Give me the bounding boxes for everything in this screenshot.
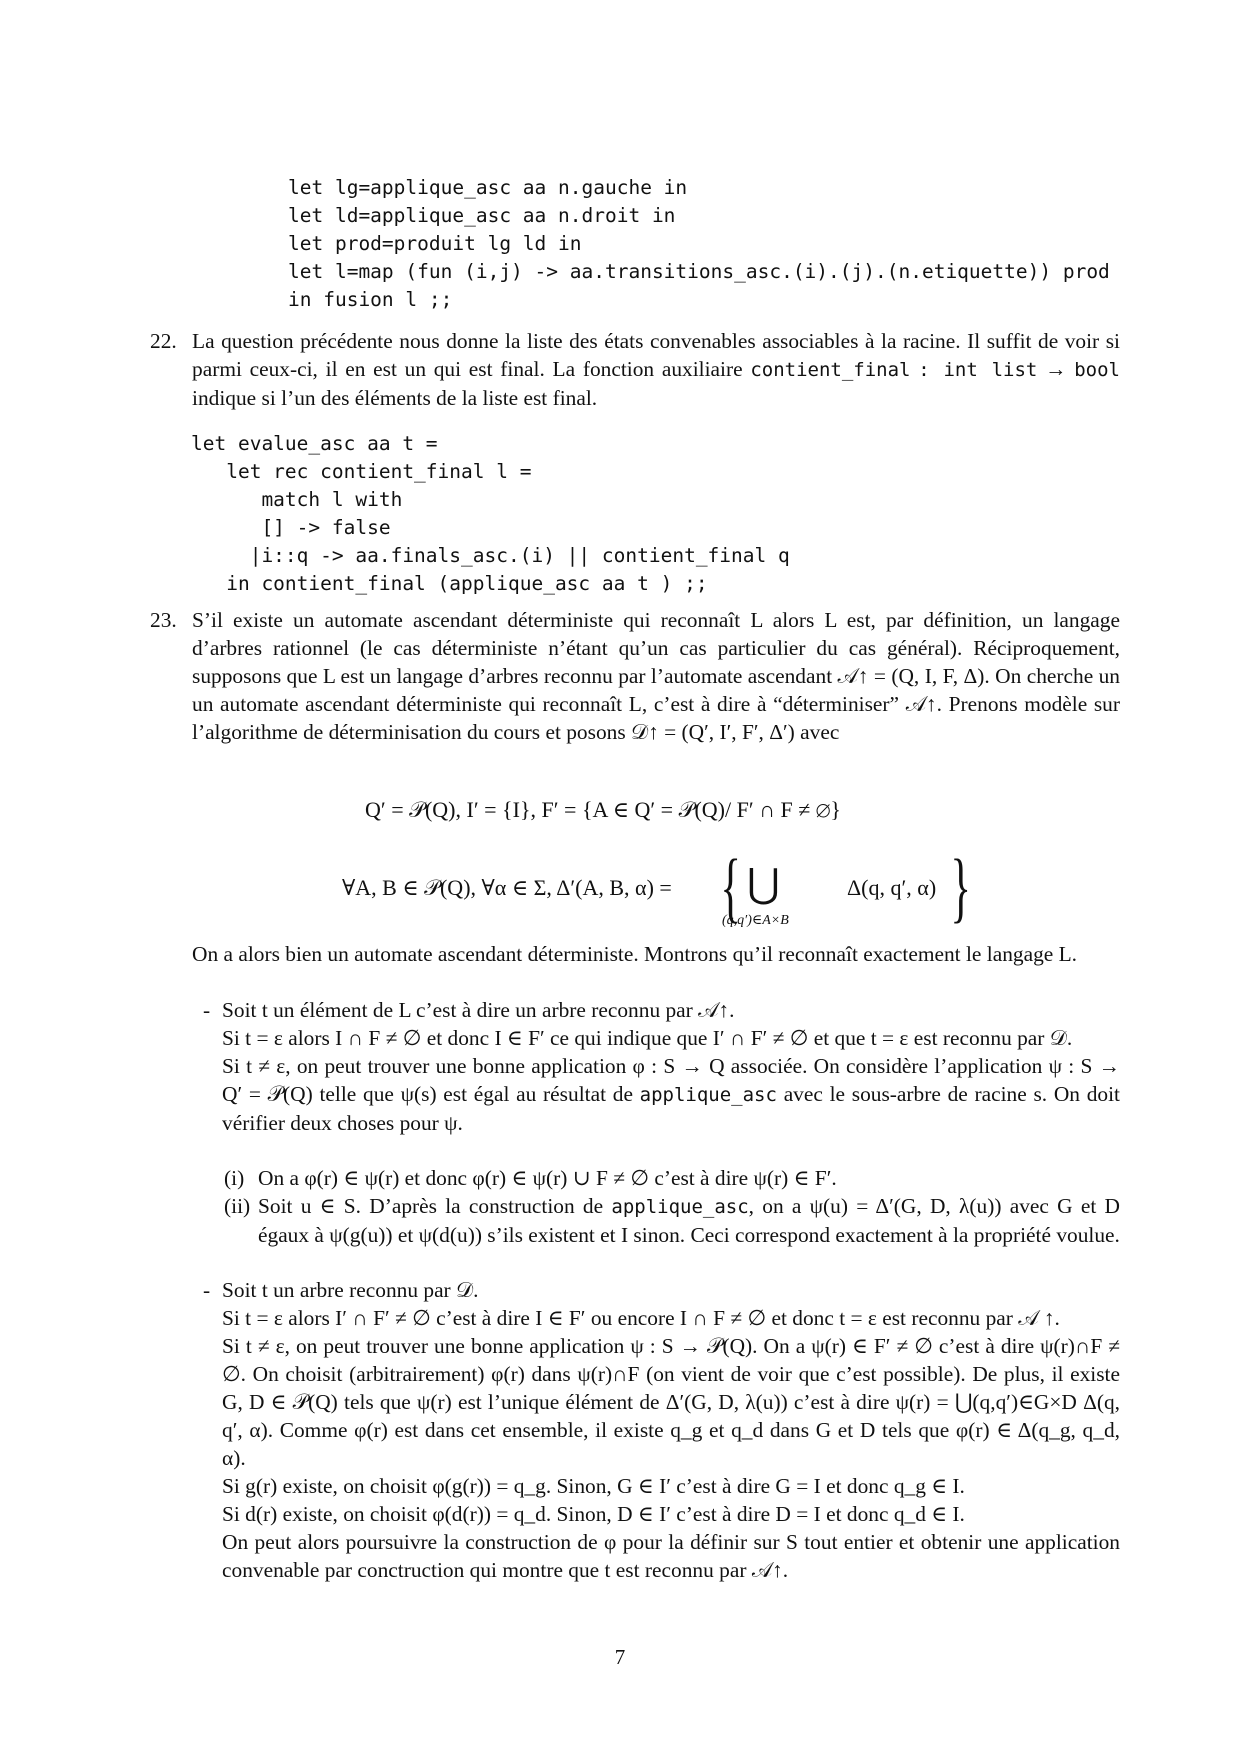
bullet-1-line-2: Si t = ε alors I ∩ F ≠ ∅ et donc I ∈ F′ ce qui indique que I′ ∩ F′ ≠ ∅ et que t = ε est reconnu par 𝒟.	[222, 1026, 1073, 1050]
sub-item-text: Soit u ∈ S. D’après la construction de	[258, 1194, 604, 1218]
bullet-2-line-2: Si t = ε alors I′ ∩ F′ ≠ ∅ c’est à dire I ∈ F′ ou encore I ∩ F ≠ ∅ et donc t = ε est reconnu par 𝒜 ↑.	[222, 1306, 1060, 1330]
inline-code: contient_final	[750, 359, 911, 381]
code-block-evalue-asc	[191, 430, 790, 598]
code-line: let prod=produit lg ld in	[288, 232, 582, 255]
question-23-paragraph-2: On a alors bien un automate ascendant déterministe. Montrons qu’il reconnaît exactement le langage L.	[192, 942, 1078, 966]
equation-transition-left: ∀A, B ∈ 𝒫(Q), ∀α ∈ Σ, Δ′(A, B, α) =	[342, 875, 672, 900]
code-line: in contient_final (applique_asc aa t ) ;;	[191, 572, 708, 595]
code-line: let ld=applique_asc aa n.droit in	[288, 204, 676, 227]
bullet-2-line-6: On peut alors poursuivre la construction de φ pour la définir sur S tout entier et obtenir une application convenable par conctruction qui montre que t est reconnu par 𝒜↑.	[222, 1530, 1120, 1582]
inline-code: : int list	[918, 359, 1038, 381]
sub-item-text: , on a ψ(u) = Δ′(G, D, λ(u)) avec G et D égaux à ψ(g(u)) et ψ(d(u)) s’ils existent et I sinon. Ceci correspond exactement à la propriété voulue.	[258, 1194, 1120, 1247]
question-text: La question précédente nous donne la liste des états convenables associables à la racine. Il suffit de voir si parmi ceux-ci, il en est un qui est final. La fonction auxiliaire	[192, 329, 1120, 381]
arrow-symbol: →	[1045, 357, 1067, 381]
union-symbol: ⋃	[747, 861, 780, 906]
code-line: let lg=applique_asc aa n.gauche in	[288, 176, 688, 199]
bullet-2-line-1: Soit t un arbre reconnu par 𝒟.	[222, 1278, 479, 1302]
question-23-paragraph-1: S’il existe un automate ascendant déterministe qui reconnaît L alors L est, par définition, un langage d’arbres rationnel (le cas déterministe n’étant qu’un cas particulier du cas général). Réciproquement, supposons que L est un langage d’arbres reconnu par l’automate ascendant 𝒜↑ = (Q, I, F, Δ). On cherche un un automate ascendant déterministe qui reconnaît L, c’est à dire à “déterminiser” 𝒜↑. Prenons modèle sur l’algorithme de déterminisation du cours et posons 𝒟↑ = (Q′, I′, F′, Δ′) avec	[192, 608, 1120, 744]
code-line: [] -> false	[191, 516, 391, 539]
sub-item-ii-mark: (ii)	[224, 1194, 251, 1218]
bullet-text: Si t ≠ ε, on peut trouver une bonne application φ : S → Q associée. On considère l’application ψ : S → Q′ = 𝒫(Q) telle que ψ(s) est égal au résultat de	[222, 1054, 1120, 1106]
question-number: 23.	[150, 608, 177, 632]
sub-item-ii	[258, 1192, 1120, 1249]
bullet-text: avec le sous-arbre de racine s. On doit vérifier deux choses pour ψ.	[222, 1082, 1120, 1135]
sub-item-i-mark: (i)	[224, 1166, 245, 1190]
bullet-2-line-3: Si t ≠ ε, on peut trouver une bonne application ψ : S → 𝒫(Q). On a ψ(r) ∈ F′ ≠ ∅ c’est à dire ψ(r)∩F ≠ ∅. On choisit (arbitrairement) φ(r) dans ψ(r)∩F (on vient de voir que c’est possible). De plus, il existe G, D ∈ 𝒫(Q) tels que ψ(r) est l’unique élément de Δ′(G, D, λ(u)) c’est à dire ψ(r) = ⋃(q,q′)∈G×D Δ(q, q′, α). Comme φ(r) est dans cet ensemble, il existe q_g et q_d dans G et D tels que φ(r) ∈ Δ(q_g, q_d, α).	[222, 1334, 1120, 1470]
code-line: let rec contient_final l =	[191, 460, 532, 483]
left-brace-symbol: {	[720, 843, 742, 930]
code-block-applique-asc	[288, 174, 1110, 314]
code-line: let evalue_asc aa t =	[191, 432, 438, 455]
code-line: let l=map (fun (i,j) -> aa.transitions_asc.(i).(j).(n.etiquette)) prod	[288, 260, 1110, 283]
equation-definitions: Q′ = 𝒫(Q), I′ = {I}, F′ = {A ∈ Q′ = 𝒫(Q)/ F′ ∩ F ≠ ∅}	[365, 797, 841, 822]
bullet-2	[222, 1276, 1120, 1584]
bullet-1-line-1: Soit t un élément de L c’est à dire un arbre reconnu par 𝒜↑.	[222, 998, 735, 1022]
question-23-paragraph-2-wrap	[150, 940, 1120, 968]
question-text: indique si l’un des éléments de la liste est final.	[192, 386, 598, 410]
code-line: match l with	[191, 488, 403, 511]
question-23	[150, 606, 1120, 746]
bullet-1	[222, 996, 1120, 1137]
union-subscript: (q,q′)∈A×B	[722, 913, 789, 928]
question-22	[150, 327, 1120, 412]
inline-code: applique_asc	[611, 1196, 749, 1218]
right-brace-symbol: }	[950, 843, 972, 930]
question-22-text	[192, 327, 1120, 412]
inline-code: bool	[1074, 359, 1120, 381]
bullet-1-line-3	[222, 1052, 1120, 1137]
question-number: 22.	[150, 329, 177, 353]
bullet-2-line-5: Si d(r) existe, on choisit φ(d(r)) = q_d. Sinon, D ∈ I′ c’est à dire D = I et donc q_d ∈ I.	[222, 1502, 965, 1526]
bullet-mark: -	[203, 998, 211, 1022]
page-number: 7	[614, 1645, 626, 1669]
bullet-mark: -	[203, 1278, 211, 1302]
equation-transition-term: Δ(q, q′, α)	[847, 875, 937, 900]
bullet-2-line-4: Si g(r) existe, on choisit φ(g(r)) = q_g. Sinon, G ∈ I′ c’est à dire G = I et donc q_g ∈ I.	[222, 1474, 965, 1498]
inline-code: applique_asc	[639, 1084, 777, 1106]
sub-item-i: On a φ(r) ∈ ψ(r) et donc φ(r) ∈ ψ(r) ∪ F ≠ ∅ c’est à dire ψ(r) ∈ F′.	[258, 1166, 837, 1190]
code-line: |i::q -> aa.finals_asc.(i) || contient_final q	[191, 544, 790, 567]
code-line: in fusion l ;;	[288, 288, 453, 311]
